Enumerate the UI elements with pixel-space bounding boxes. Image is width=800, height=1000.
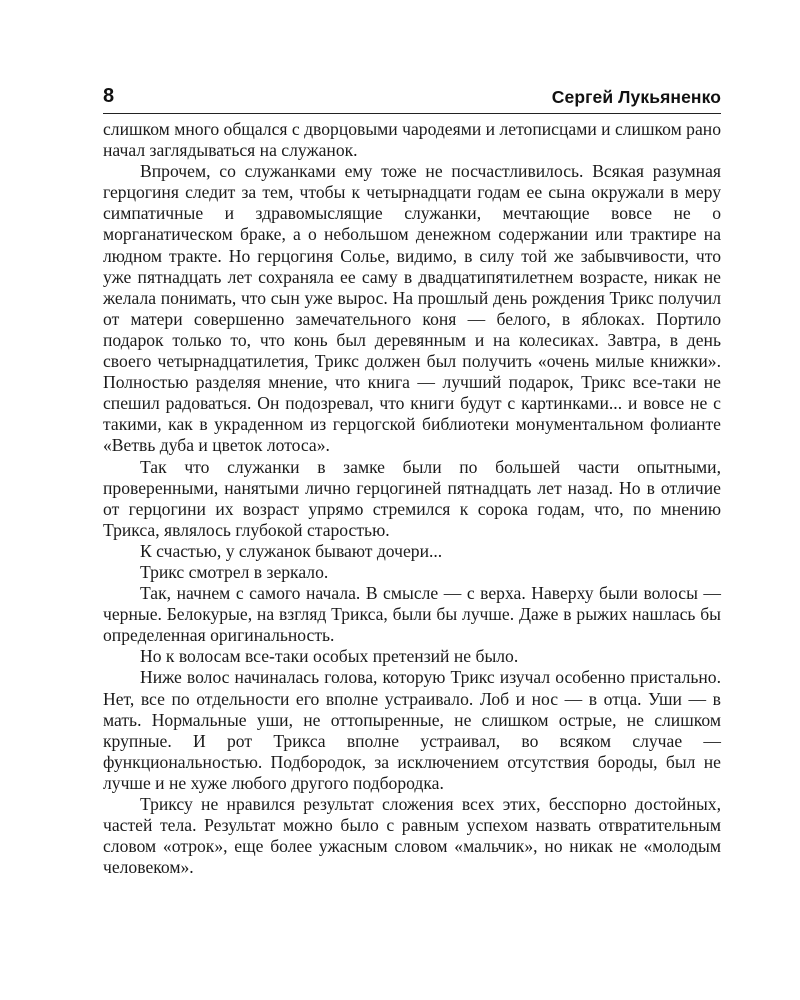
paragraph: слишком много общался с дворцовыми чародеями и летописцами и слишком рано начал заглядываться на служанок. (103, 119, 721, 161)
running-head-author: Сергей Лукьяненко (551, 87, 721, 107)
paragraph: Впрочем, со служанками ему тоже не посчастливилось. Всякая разумная герцогиня следит за тем, чтобы к четырнадцати годам ее сына окружали в меру симпатичные и здравомыслящие служанки, мечтающие вовсе не о морганатическом браке, а о небольшом денежном содержании или трактире на людном тракте. Но герцогиня Солье, видимо, в силу той же забывчивости, что уже пятнадцать лет сохраняла ее саму в двадцатипятилетнем возрасте, никак не желала понимать, что сын уже вырос. На прошлый день рождения Трикс получил от матери совершенно замечательного коня — белого, в яблоках. Портило подарок только то, что конь был деревянным и на колесиках. Завтра, в день своего четырнадцатилетия, Трикс должен был получить «очень милые книжки». Полностью разделяя мнение, что книга — лучший подарок, Трикс все-таки не спешил радоваться. Он подозревал, что книги будут с картинками... и вовсе не с такими, как в украденном из герцогской библиотеки монументальном фолианте «Ветвь дуба и цветок лотоса». (103, 161, 721, 456)
page-header (103, 82, 721, 108)
book-page (103, 82, 721, 878)
paragraph: Так что служанки в замке были по большей части опытными, проверенными, нанятыми лично герцогиней пятнадцать лет назад. Но в отличие от герцогини их возраст упрямо стремился к сорока годам, что, по мнению Трикса, являлось глубокой старостью. (103, 456, 721, 540)
page-number: 8 (103, 85, 115, 107)
paragraph: К счастью, у служанок бывают дочери... (140, 540, 443, 561)
paragraph: Триксу не нравился результат сложения всех этих, бесспорно достойных, частей тела. Результат можно было с равным успехом назвать отвратительным словом «отрок», еще более ужасным словом «мальчик», но никак не «молодым человеком». (103, 794, 721, 878)
paragraph: Но к волосам все-таки особых претензий не было. (140, 646, 519, 667)
body-text (103, 119, 721, 878)
paragraph: Ниже волос начиналась голова, которую Трикс изучал особенно пристально. Нет, все по отдельности его вполне устраивало. Лоб и нос — в отца. Уши — в мать. Нормальные уши, не оттопыренные, не слишком острые, не слишком крупные. И рот Трикса вполне устраивал, во всяком случае — функциональностью. Подбородок, за исключением отсутствия бороды, был не лучше и не хуже любого другого подбородка. (103, 667, 721, 793)
header-rule (103, 113, 721, 114)
paragraph: Трикс смотрел в зеркало. (140, 561, 329, 582)
paragraph: Так, начнем с самого начала. В смысле — с верха. Наверху были волосы — черные. Белокурые, на взгляд Трикса, были бы лучше. Даже в рыжих нашлась бы определенная оригинальность. (103, 583, 721, 646)
